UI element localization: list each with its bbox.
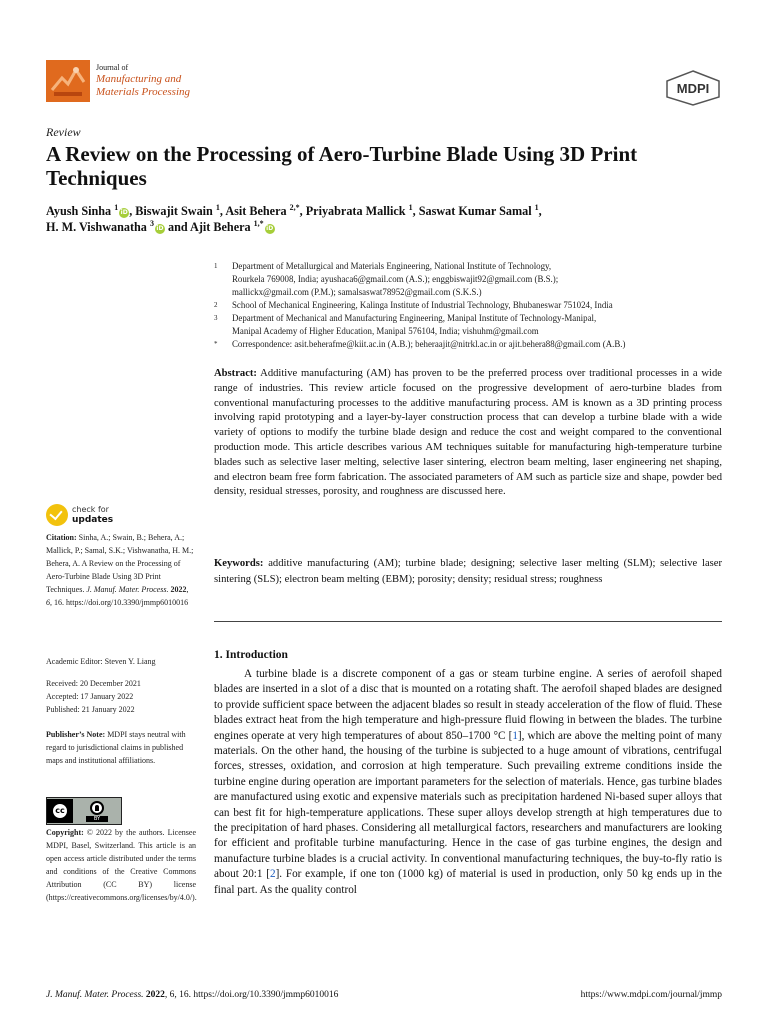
mdpi-logo xyxy=(665,70,721,106)
author-name[interactable]: Ayush Sinha xyxy=(46,204,115,218)
author-name[interactable]: Priyabrata Mallick xyxy=(305,204,409,218)
footer-citation xyxy=(46,990,338,1000)
published-date: Published: 21 January 2022 xyxy=(46,705,135,714)
check-for-updates-button[interactable] xyxy=(46,504,113,526)
mdpi-logo-text: MDPI xyxy=(676,81,710,96)
check-updates-big: updates xyxy=(72,515,114,525)
author-name[interactable]: Biswajit Swain xyxy=(135,204,216,218)
orcid-icon[interactable]: iD xyxy=(156,225,164,232)
abstract-text: Additive manufacturing (AM) has proven to be the preferred process over traditional processes in a wide range of industries. This review article focused on the progressive development of aero-turbine blades from conventional manufacturing processes to the additive manufacturing process. AM is known as a 3D printing process involving rapid prototyping and a layer-by-layer construction process that can develop a turbine blade with a wide variety of options to modify the turbine blade design and reduce the cost and weight compared to the conventional production mode. This article describes various AM techniques suitable for manufacturing high-temperature turbine blades such as selective laser melting, selective laser sintering, electron beam melting, laser engineering net shaping, and electron beam free form fabrication. The associated parameters of AM such as particle size and shape, powder bed density, residual stresses, porosity, and roughness are discussed here. xyxy=(214,368,722,498)
citation-journal: J. Manuf. Mater. Process. xyxy=(86,585,169,594)
affiliation-item xyxy=(214,260,724,299)
accepted-date: Accepted: 17 January 2022 xyxy=(46,692,134,701)
copyright-text: © 2022 by the authors. Licensee MDPI, Basel, Switzerland. This article is an open access article distributed under the terms and conditions of the Creative Commons Attribution (CC BY) license (https://creativecommons.org/licenses/by/4.0/). xyxy=(46,828,197,902)
author-affiliation-marker: 1 xyxy=(215,202,220,212)
footer-doi[interactable]: , 6, 16. https://doi.org/10.3390/jmmp6010016 xyxy=(164,990,339,1000)
citation: Citation: Sinha, A.; Swain, B.; Behera, A.; Mallick, P.; Samal, S.K.; Vishwanatha, H. M.; Behera, A. A Review on the Processing of Aero-Turbine Blade Using 3D Print Techniques. J. Manuf. Mater. Process. 2022, 6, 16. https://doi.org/10.3390/jmmp6010016 xyxy=(46,533,194,607)
copyright-notice xyxy=(46,826,196,904)
author-affiliation-marker: 1,* xyxy=(253,218,264,228)
citation-label: Citation: xyxy=(46,533,77,542)
copyright-label: Copyright: xyxy=(46,828,84,837)
section-heading-introduction: 1. Introduction xyxy=(214,649,288,661)
affiliation-text: Correspondence: asit.beherafme@kiit.ac.in (A.B.); beheraajit@nitrkl.ac.in or ajit.behera88@gmail.com (A.B.) xyxy=(232,339,626,349)
journal-name xyxy=(96,73,190,99)
affiliation-number: 2 xyxy=(214,301,218,309)
check-updates-icon xyxy=(46,504,68,526)
author-affiliation-marker: 1 xyxy=(534,202,539,212)
keywords xyxy=(214,556,722,587)
attribution-icon xyxy=(90,801,104,815)
publisher-note-label: Publisher’s Note: xyxy=(46,730,106,739)
footer-year: 2022 xyxy=(145,990,165,1000)
article-type: Review xyxy=(46,125,81,139)
introduction-paragraph: A turbine blade is a discrete component of a gas or steam turbine engine. A series of aerofoil shaped blades are inserted in a slot of a disc that is mounted on a rotating shaft. The aerofoil shaped blades are designed to provide sufficient space between the adjacent blades so result in steady acceleration of the flow of fluid. These blades extract heat from the high temperature and high-pressure fluid flowing in between the blades. The turbine engines operate at very high temperatures of about 850–1700 °C [1], which are above the melting point of many materials. On the other hand, the housing of the turbine is subjected to a huge amount of vibrations, centrifugal forces, stresses, oxidation, and corrosion at high temperature. Such prevailing extreme conditions inside the turbine engine during operation are important parameters for the selection of materials. Hence, gas turbine blades are manufactured using exotic and expensive materials such as precipitation hardened Ni-based super alloys that can best fit for high-temperature applications. These super alloys develop strength at high temperatures due to the precipitation of hard phases. Considering all metallurgical factors, researchers and manufacturers are looking for efficient and profitable turbine manufacturing. Hence in the case of gas turbine engines, the design and manufacture turbine blades is a crucial activity. In conventional manufacturing techniques, the buy-to-fly ratio is about 20:1 [2]. For example, if one ton (1000 kg) of material is used in production, only 50 kg ends up in the final part. As the quality control xyxy=(214,668,722,896)
keywords-label: Keywords: xyxy=(214,558,264,569)
author-affiliation-marker: 1 xyxy=(114,202,119,212)
author-list: Ayush Sinha $^1$iD, Biswajit Swain $^1$, Asit Behera $^{2,*}$, Priyabrata Mallick $^1$, Saswat Kumar Samal $^1$, H. M. Vishwanatha $^3$iD and Ajit Behera $^{1,*}$iD xyxy=(46,202,542,234)
affiliations xyxy=(214,260,724,351)
keywords-text: additive manufacturing (AM); turbine blade; designing; selective laser melting (SLM); selective laser sintering (SLS); electron beam melting (EBM); porosity; density; residual stress; roughness xyxy=(214,558,722,585)
footer-journal-url[interactable]: https://www.mdpi.com/journal/jmmp xyxy=(580,990,722,1000)
journal-prefix: Journal of xyxy=(96,63,129,72)
journal-name-line1: Manufacturing and xyxy=(96,73,182,85)
affiliation-item xyxy=(214,338,724,351)
cc-icon: cc xyxy=(51,802,69,820)
publisher-note xyxy=(46,728,196,767)
abstract xyxy=(214,367,722,500)
citation-volume: 6 xyxy=(46,598,50,607)
affiliation-text: School of Mechanical Engineering, Kalinga Institute of Industrial Technology, Bhubaneswar 751024, India xyxy=(232,300,613,310)
academic-editor: Academic Editor: Steven Y. Liang xyxy=(46,657,156,666)
affiliation-number: 3 xyxy=(214,314,218,322)
affiliation-number: * xyxy=(214,340,218,348)
abstract-label: Abstract: xyxy=(214,368,257,379)
cc-by-label: BY xyxy=(86,816,108,822)
author-affiliation-marker: 2,* xyxy=(289,202,300,212)
journal-logo xyxy=(46,60,90,102)
introduction-body xyxy=(214,667,722,898)
publication-dates xyxy=(46,677,196,716)
author-affiliation-marker: 1 xyxy=(408,202,413,212)
affiliation-text: Department of Metallurgical and Materials Engineering, National Institute of Technology, Rourkela 769008, India; ayushaca6@gmail.com (A.S.); enggbiswajit92@gmail.com (B.S.); mallickx@gmail.com (P.M.); samalsaswat78952@gmail.com (S.K.S.) xyxy=(232,261,559,297)
citation-text: Sinha, A.; Swain, B.; Behera, A.; Mallick, P.; Samal, S.K.; Vishwanatha, H. M.; Behera, A. A Review on the Processing of Aero-Turbine Blade Using 3D Print Techniques. xyxy=(46,533,194,594)
affiliation-item xyxy=(214,312,724,338)
author-name[interactable]: Saswat Kumar Samal xyxy=(418,204,535,218)
received-date: Received: 20 December 2021 xyxy=(46,679,141,688)
journal-name-line2: Materials Processing xyxy=(96,86,190,98)
author-name[interactable]: H. M. Vishwanatha xyxy=(46,220,150,234)
footer-journal: J. Manuf. Mater. Process. xyxy=(46,990,144,1000)
orcid-icon[interactable]: iD xyxy=(266,225,274,232)
reference-link[interactable]: 1 xyxy=(512,729,518,742)
publisher-note-text: MDPI stays neutral with regard to jurisdictional claims in published maps and institutional affiliations. xyxy=(46,730,186,765)
cc-license-badge[interactable] xyxy=(46,797,122,825)
author-name[interactable]: Asit Behera xyxy=(225,204,290,218)
author-affiliation-marker: 3 xyxy=(149,218,154,228)
reference-link[interactable]: 2 xyxy=(269,868,276,881)
orcid-icon[interactable]: iD xyxy=(120,209,128,216)
citation-doi[interactable]: , 16. https://doi.org/10.3390/jmmp6010016 xyxy=(50,598,189,607)
affiliation-item xyxy=(214,299,724,312)
affiliation-text: Department of Mechanical and Manufacturing Engineering, Manipal Institute of Technology-Manipal, Manipal Academy of Higher Education, Manipal 576104, India; vishuhm@gmail.com xyxy=(232,313,597,336)
section-divider xyxy=(214,621,722,622)
check-updates-small: check for xyxy=(72,505,109,514)
author-name[interactable]: Ajit Behera xyxy=(190,220,254,234)
citation-year: 2022 xyxy=(170,585,187,594)
affiliation-number: 1 xyxy=(214,262,218,270)
article-title: A Review on the Processing of Aero-Turbine Blade Using 3D Print Techniques xyxy=(46,142,638,190)
